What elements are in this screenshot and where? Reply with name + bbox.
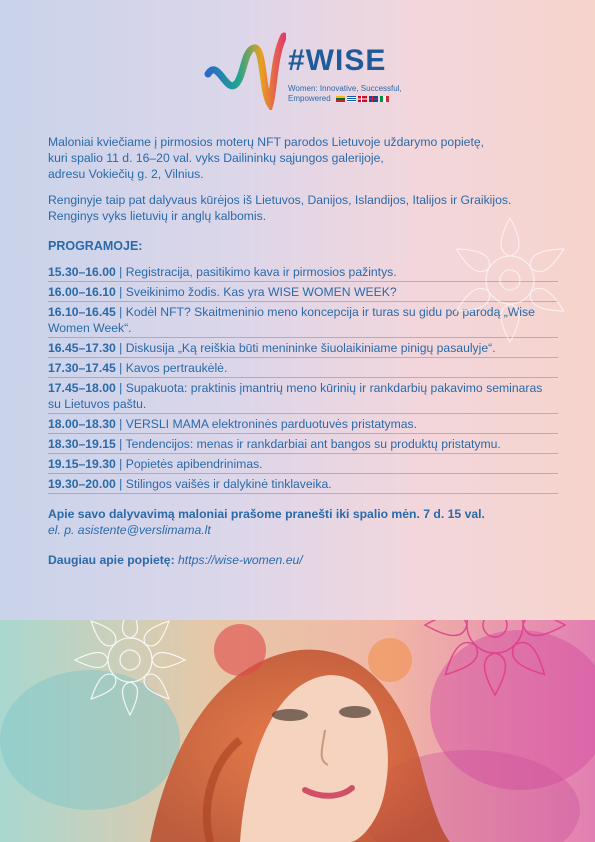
program-time: 17.45–18.00 <box>48 381 116 395</box>
rsvp-text: Apie savo dalyvavimą maloniai prašome pranešti iki spalio mėn. 7 d. 15 val. <box>48 507 485 521</box>
program-heading: PROGRAMOJE: <box>48 239 143 253</box>
program-item <box>48 358 558 378</box>
intro-line: Maloniai kviečiame į pirmosios moterų NFT parodos Lietuvoje uždarymo popietę, <box>48 135 485 149</box>
program-time: 16.10–16.45 <box>48 305 116 319</box>
mandala-right-icon <box>420 620 570 700</box>
invitation-content <box>48 134 558 568</box>
more-info <box>48 552 558 568</box>
program-time: 18.30–19.15 <box>48 437 116 451</box>
program-time: 16.00–16.10 <box>48 285 116 299</box>
tagline-line-1: Women: Innovative, Successful, <box>288 84 402 93</box>
program-item <box>48 434 558 454</box>
flag-lithuania-icon <box>336 96 345 102</box>
program-item <box>48 454 558 474</box>
program-text: | Stilingos vaišės ir dalykinė tinklaveika. <box>115 477 332 491</box>
more-info-label: Daugiau apie popietę: <box>48 553 175 567</box>
flag-greece-icon <box>347 96 356 102</box>
program-item <box>48 414 558 434</box>
program-item <box>48 378 558 414</box>
program-time: 15.30–16.00 <box>48 265 116 279</box>
program-time: 19.30–20.00 <box>48 477 116 491</box>
intro-line: adresu Vokiečių g. 2, Vilnius. <box>48 167 204 181</box>
program-text: | Tendencijos: menas ir rankdarbiai ant bangos su produktų pristatymu. <box>115 437 501 451</box>
program-text: | Supakuota: praktinis įmantrių meno kūrinių ir rankdarbių pakavimo seminaras su Lietuvos paštu. <box>48 381 543 411</box>
logo-tagline <box>288 84 402 104</box>
program-text: | Diskusija „Ką reiškia būti menininke šiuolaikiniame pinigų pasaulyje“. <box>115 341 496 355</box>
mandala-left-icon <box>70 620 190 720</box>
intro-line: Renginys vyks lietuvių ir anglų kalbomis. <box>48 209 267 223</box>
wave-w-icon <box>204 30 286 110</box>
program-text: | Kavos pertraukėlė. <box>115 361 228 375</box>
program-time: 16.45–17.30 <box>48 341 116 355</box>
program-time: 17.30–17.45 <box>48 361 116 375</box>
program-text: | Popietės apibendrinimas. <box>115 457 263 471</box>
flag-italy-icon <box>380 96 389 102</box>
program-text: | Sveikinimo žodis. Kas yra WISE WOMEN WEEK? <box>115 285 397 299</box>
wise-logo <box>204 30 404 110</box>
country-flags <box>336 96 389 102</box>
program-item <box>48 474 558 494</box>
logo-title: #WISE <box>288 44 387 77</box>
program-text: | Kodėl NFT? Skaitmeninio meno koncepcija ir turas su gidu po parodą „Wise Women Week“. <box>48 305 535 335</box>
flag-denmark-icon <box>358 96 367 102</box>
program-time: 18.00–18.30 <box>48 417 116 431</box>
tagline-line-2: Empowered <box>288 94 331 103</box>
flag-iceland-icon <box>369 96 378 102</box>
mandala-top-right-icon <box>440 210 580 350</box>
intro-paragraph-1 <box>48 134 558 182</box>
program-time: 19.15–19.30 <box>48 457 116 471</box>
intro-line: Renginyje taip pat dalyvaus kūrėjos iš Lietuvos, Danijos, Islandijos, Italijos ir Graikijos. <box>48 193 512 207</box>
program-text: | Registracija, pasitikimo kava ir pirmosios pažintys. <box>115 265 397 279</box>
program-text: | VERSLI MAMA elektroninės parduotuvės pristatymas. <box>115 417 417 431</box>
rsvp-email-link[interactable]: el. p. asistente@verslimama.lt <box>48 523 211 537</box>
website-link[interactable]: https://wise-women.eu/ <box>178 553 303 567</box>
intro-line: kuri spalio 11 d. 16–20 val. vyks Dailininkų sąjungos galerijoje, <box>48 151 384 165</box>
watercolor-illustration <box>0 620 595 842</box>
